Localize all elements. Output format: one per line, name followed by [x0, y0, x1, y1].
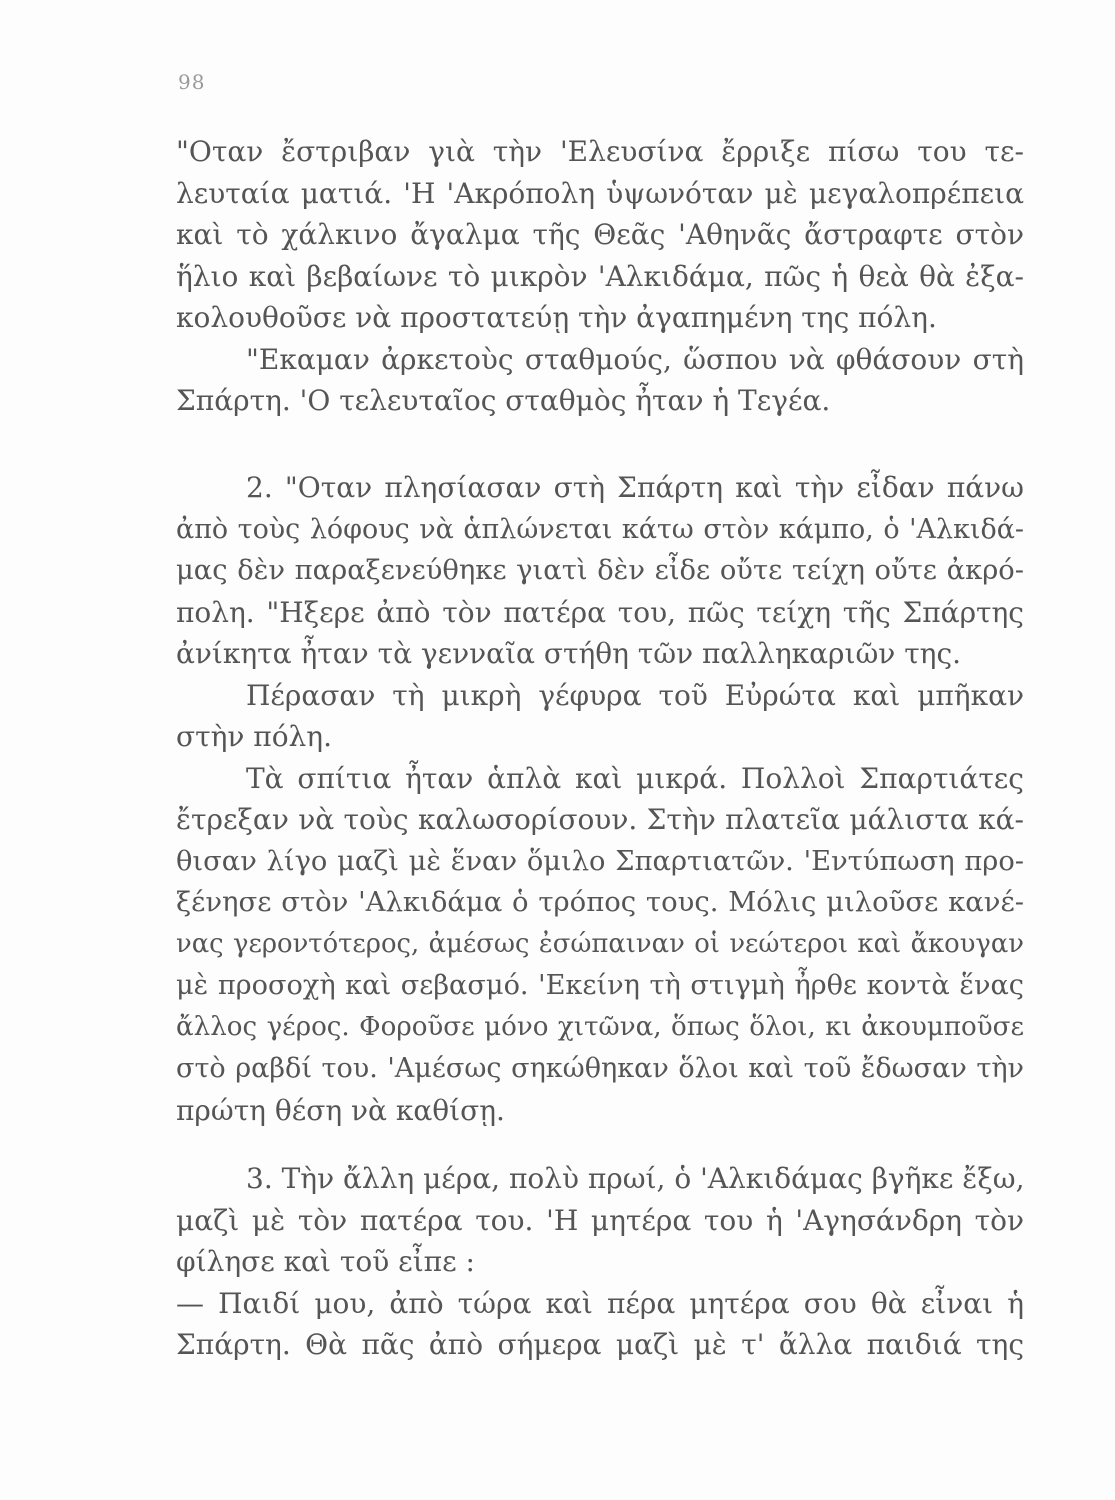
- text-line: — Παιδί μου, ἀπὸ τώρα καὶ πέρα μητέρα σου θὰ εἶναι ἡ: [176, 1286, 1024, 1320]
- text-line: μαζὶ μὲ τὸν πατέρα του. 'Η μητέρα του ἡ 'Αγησάνδρη τὸν: [176, 1203, 1024, 1237]
- text-line: πολη. "Ηξερε ἀπὸ τὸν πατέρα του, πῶς τείχη τῆς Σπάρτης: [176, 595, 1024, 629]
- paragraph-block-3: [176, 1158, 1024, 1366]
- text-line: ἄλλος γέρος. Φοροῦσε μόνο χιτῶνα, ὅπως ὅλοι, κι ἀκουμποῦσε: [176, 1011, 1024, 1042]
- text-line: στὸ ραβδί του. 'Αμέσως σηκώθηκαν ὅλοι καὶ τοῦ ἔδωσαν τὴν: [176, 1053, 1024, 1084]
- paragraph-block-2: [176, 467, 1024, 1131]
- text-line: μὲ προσοχὴ καὶ σεβασμό. 'Εκείνη τὴ στιγμὴ ἦρθε κοντὰ ἕνας: [176, 970, 1024, 1001]
- text-line: λευταία ματιά. 'Η 'Ακρόπολη ὑψωνόταν μὲ μεγαλοπρέπεια: [176, 176, 1024, 210]
- text-line: ξένησε στὸν 'Αλκιδάμα ὁ τρόπος τους. Μόλις μιλοῦσε κανέ-: [176, 887, 1024, 918]
- text-line: Τὰ σπίτια ἦταν ἁπλὰ καὶ μικρά. Πολλοὶ Σπαρτιάτες: [246, 761, 1024, 795]
- text-line: Πέρασαν τὴ μικρὴ γέφυρα τοῦ Εὐρώτα καὶ μπῆκαν: [246, 678, 1024, 712]
- text-line: ἥλιο καὶ βεβαίωνε τὸ μικρὸν 'Αλκιδάμα, πῶς ἡ θεὰ θὰ ἐξα-: [176, 259, 1024, 293]
- text-line: 2. "Οταν πλησίασαν στὴ Σπάρτη καὶ τὴν εἶδαν πάνω: [246, 471, 1024, 504]
- text-line: καὶ τὸ χάλκινο ἄγαλμα τῆς Θεᾶς 'Αθηνᾶς ἄστραφτε στὸν: [176, 218, 1024, 251]
- text-line: ἔτρεξαν νὰ τοὺς καλωσορίσουν. Στὴν πλατεῖα μάλιστα κά-: [176, 803, 1024, 836]
- text-line: Σπάρτη. 'Ο τελευταῖος σταθμὸς ἦταν ἡ Τεγέα.: [176, 384, 831, 417]
- text-line: 3. Τὴν ἄλλη μέρα, πολὺ πρωί, ὁ 'Αλκιδάμας βγῆκε ἔξω,: [246, 1162, 1025, 1195]
- text-line: πρώτη θέση νὰ καθίσῃ.: [176, 1093, 505, 1127]
- text-line: "Οταν ἔστριβαν γιὰ τὴν 'Ελευσίνα ἔρριξε πίσω του τε-: [176, 135, 1024, 168]
- text-line: νας γεροντότερος, ἀμέσως ἐσώπαιναν οἱ νεώτεροι καὶ ἄκουγαν: [176, 928, 1024, 959]
- text-line: ἀνίκητα ἦταν τὰ γενναῖα στήθη τῶν παλληκαριῶν της.: [176, 637, 962, 670]
- text-line: θισαν λίγο μαζὶ μὲ ἕναν ὅμιλο Σπαρτιατῶν. 'Εντύπωση προ-: [176, 845, 1024, 877]
- text-line: στὴν πόλη.: [176, 720, 332, 753]
- paragraph-block-1: [176, 131, 1024, 422]
- text-line: Σπάρτη. Θὰ πᾶς ἀπὸ σήμερα μαζὶ μὲ τ' ἄλλα παιδιά της: [176, 1328, 1024, 1361]
- text-line: κολουθοῦσε νὰ προστατεύῃ τὴν ἀγαπημένη της πόλη.: [176, 301, 937, 334]
- page-number: 98: [178, 70, 206, 94]
- text-line: ἀπὸ τοὺς λόφους νὰ ἁπλώνεται κάτω στὸν κάμπο, ὁ 'Αλκιδά-: [176, 513, 1024, 545]
- text-line: μας δὲν παραξενεύθηκε γιατὶ δὲν εἶδε οὔτε τείχη οὔτε ἀκρό-: [176, 555, 1024, 586]
- text-line: "Εκαμαν ἀρκετοὺς σταθμούς, ὥσπου νὰ φθάσουν στὴ: [246, 342, 1024, 376]
- text-line: φίλησε καὶ τοῦ εἶπε :: [176, 1245, 475, 1278]
